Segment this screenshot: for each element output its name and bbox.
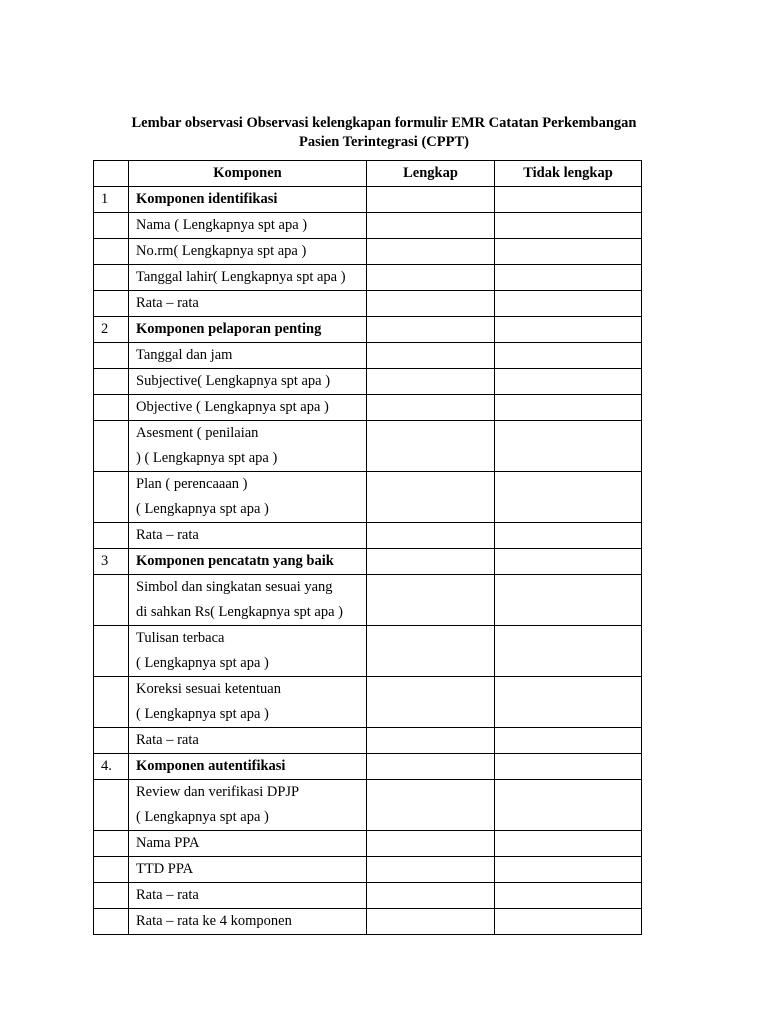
row-number xyxy=(94,523,129,549)
komponen-text: Asesment ( penilaian xyxy=(136,425,259,441)
lengkap-cell[interactable] xyxy=(367,265,495,291)
lengkap-cell[interactable] xyxy=(367,343,495,369)
row-number xyxy=(94,369,129,395)
table-row xyxy=(94,831,642,857)
komponen-text: ) ( Lengkapnya spt apa ) xyxy=(136,450,278,466)
komponen-text: ( Lengkapnya spt apa ) xyxy=(136,655,269,671)
table-row xyxy=(94,626,642,677)
lengkap-cell[interactable] xyxy=(367,472,495,523)
lengkap-cell[interactable] xyxy=(367,909,495,935)
tidak-lengkap-cell[interactable] xyxy=(495,213,642,239)
row-number: 1 xyxy=(94,187,129,213)
lengkap-cell[interactable] xyxy=(367,575,495,626)
komponen-text: Rata – rata ke 4 komponen xyxy=(136,913,292,929)
komponen-text: Simbol dan singkatan sesuai yang xyxy=(136,579,333,595)
section-title xyxy=(129,754,367,780)
komponen-text: di sahkan Rs( Lengkapnya spt apa ) xyxy=(136,604,343,620)
komponen-text: Komponen identifikasi xyxy=(136,191,278,207)
tidak-lengkap-cell[interactable] xyxy=(495,857,642,883)
komponen-text: Plan ( perencaaan ) xyxy=(136,476,248,492)
row-number: 3 xyxy=(94,549,129,575)
lengkap-cell[interactable] xyxy=(367,626,495,677)
komponen-text: Objective ( Lengkapnya spt apa ) xyxy=(136,399,329,415)
row-number xyxy=(94,857,129,883)
table-row xyxy=(94,780,642,831)
komponen-text: Review dan verifikasi DPJP xyxy=(136,784,300,800)
document-title xyxy=(94,114,674,152)
komponen-cell xyxy=(129,343,367,369)
komponen-text: Tulisan terbaca xyxy=(136,630,225,646)
komponen-text: Nama PPA xyxy=(136,835,200,851)
table-row xyxy=(94,239,642,265)
row-number xyxy=(94,909,129,935)
lengkap-cell[interactable] xyxy=(367,780,495,831)
table-row xyxy=(94,909,642,935)
lengkap-cell[interactable] xyxy=(367,291,495,317)
section-title xyxy=(129,549,367,575)
komponen-text: Tanggal dan jam xyxy=(136,347,233,363)
row-number: 4. xyxy=(94,754,129,780)
row-number xyxy=(94,831,129,857)
table-row xyxy=(94,291,642,317)
komponen-cell xyxy=(129,575,367,626)
header-row xyxy=(94,161,642,187)
komponen-text: Komponen autentifikasi xyxy=(136,758,286,774)
komponen-text: TTD PPA xyxy=(136,861,194,877)
komponen-text: No.rm( Lengkapnya spt apa ) xyxy=(136,243,307,259)
tidak-lengkap-cell[interactable] xyxy=(495,187,642,213)
komponen-cell xyxy=(129,395,367,421)
table-body xyxy=(94,187,642,935)
komponen-cell xyxy=(129,780,367,831)
komponen-cell xyxy=(129,369,367,395)
lengkap-cell[interactable] xyxy=(367,677,495,728)
table-row xyxy=(94,883,642,909)
tidak-lengkap-cell[interactable] xyxy=(495,472,642,523)
komponen-cell xyxy=(129,291,367,317)
observation-table xyxy=(93,160,642,935)
row-number xyxy=(94,728,129,754)
table-row xyxy=(94,421,642,472)
tidak-lengkap-cell[interactable] xyxy=(495,549,642,575)
lengkap-cell[interactable] xyxy=(367,239,495,265)
row-number xyxy=(94,213,129,239)
komponen-text: ( Lengkapnya spt apa ) xyxy=(136,809,269,825)
lengkap-cell[interactable] xyxy=(367,523,495,549)
section-row xyxy=(94,317,642,343)
row-number xyxy=(94,239,129,265)
title-line-1: Lembar observasi Observasi kelengkapan formulir EMR Catatan Perkembangan xyxy=(131,115,637,131)
row-number xyxy=(94,265,129,291)
table-row xyxy=(94,857,642,883)
table-row xyxy=(94,343,642,369)
komponen-cell xyxy=(129,421,367,472)
komponen-text: Rata – rata xyxy=(136,527,199,543)
row-number: 2 xyxy=(94,317,129,343)
section-row xyxy=(94,187,642,213)
tidak-lengkap-cell[interactable] xyxy=(495,421,642,472)
lengkap-cell[interactable] xyxy=(367,883,495,909)
row-number xyxy=(94,472,129,523)
komponen-text: Tanggal lahir( Lengkapnya spt apa ) xyxy=(136,269,346,285)
header-number xyxy=(94,161,129,187)
komponen-cell xyxy=(129,677,367,728)
komponen-cell xyxy=(129,265,367,291)
lengkap-cell[interactable] xyxy=(367,728,495,754)
table-row xyxy=(94,728,642,754)
komponen-cell xyxy=(129,472,367,523)
komponen-text: Subjective( Lengkapnya spt apa ) xyxy=(136,373,331,389)
tidak-lengkap-cell[interactable] xyxy=(495,883,642,909)
komponen-cell xyxy=(129,883,367,909)
komponen-cell xyxy=(129,857,367,883)
section-row xyxy=(94,549,642,575)
lengkap-cell[interactable] xyxy=(367,369,495,395)
row-number xyxy=(94,291,129,317)
tidak-lengkap-cell[interactable] xyxy=(495,523,642,549)
komponen-cell xyxy=(129,523,367,549)
row-number xyxy=(94,421,129,472)
lengkap-cell[interactable] xyxy=(367,549,495,575)
tidak-lengkap-cell[interactable] xyxy=(495,239,642,265)
tidak-lengkap-cell[interactable] xyxy=(495,369,642,395)
table-row xyxy=(94,369,642,395)
komponen-cell xyxy=(129,626,367,677)
lengkap-cell[interactable] xyxy=(367,857,495,883)
row-number xyxy=(94,395,129,421)
lengkap-cell[interactable] xyxy=(367,421,495,472)
tidak-lengkap-cell[interactable] xyxy=(495,754,642,780)
title-line-2: Pasien Terintegrasi (CPPT) xyxy=(299,134,469,150)
tidak-lengkap-cell[interactable] xyxy=(495,909,642,935)
table-row xyxy=(94,575,642,626)
section-title xyxy=(129,317,367,343)
komponen-cell xyxy=(129,909,367,935)
header-tidak-lengkap: Tidak lengkap xyxy=(495,161,642,187)
tidak-lengkap-cell[interactable] xyxy=(495,626,642,677)
row-number xyxy=(94,780,129,831)
table-row xyxy=(94,523,642,549)
komponen-text: Rata – rata xyxy=(136,732,199,748)
tidak-lengkap-cell[interactable] xyxy=(495,395,642,421)
tidak-lengkap-cell[interactable] xyxy=(495,265,642,291)
section-title xyxy=(129,187,367,213)
row-number xyxy=(94,883,129,909)
table-row xyxy=(94,395,642,421)
row-number xyxy=(94,575,129,626)
lengkap-cell[interactable] xyxy=(367,317,495,343)
table-row xyxy=(94,213,642,239)
komponen-text: Komponen pelaporan penting xyxy=(136,321,322,337)
tidak-lengkap-cell[interactable] xyxy=(495,728,642,754)
lengkap-cell[interactable] xyxy=(367,831,495,857)
table-row xyxy=(94,472,642,523)
komponen-cell xyxy=(129,831,367,857)
komponen-text: Komponen pencatatn yang baik xyxy=(136,553,334,569)
tidak-lengkap-cell[interactable] xyxy=(495,831,642,857)
table-row xyxy=(94,265,642,291)
komponen-text: Koreksi sesuai ketentuan xyxy=(136,681,281,697)
tidak-lengkap-cell[interactable] xyxy=(495,291,642,317)
tidak-lengkap-cell[interactable] xyxy=(495,343,642,369)
row-number xyxy=(94,677,129,728)
komponen-text: ( Lengkapnya spt apa ) xyxy=(136,501,269,517)
tidak-lengkap-cell[interactable] xyxy=(495,575,642,626)
komponen-cell xyxy=(129,239,367,265)
lengkap-cell[interactable] xyxy=(367,395,495,421)
header-komponen: Komponen xyxy=(129,161,367,187)
tidak-lengkap-cell[interactable] xyxy=(495,780,642,831)
section-row xyxy=(94,754,642,780)
row-number xyxy=(94,343,129,369)
lengkap-cell[interactable] xyxy=(367,754,495,780)
header-lengkap: Lengkap xyxy=(367,161,495,187)
tidak-lengkap-cell[interactable] xyxy=(495,677,642,728)
lengkap-cell[interactable] xyxy=(367,213,495,239)
komponen-cell xyxy=(129,213,367,239)
komponen-text: Nama ( Lengkapnya spt apa ) xyxy=(136,217,308,233)
lengkap-cell[interactable] xyxy=(367,187,495,213)
table-row xyxy=(94,677,642,728)
row-number xyxy=(94,626,129,677)
komponen-text: ( Lengkapnya spt apa ) xyxy=(136,706,269,722)
komponen-cell xyxy=(129,728,367,754)
komponen-text: Rata – rata xyxy=(136,295,199,311)
komponen-text: Rata – rata xyxy=(136,887,199,903)
tidak-lengkap-cell[interactable] xyxy=(495,317,642,343)
